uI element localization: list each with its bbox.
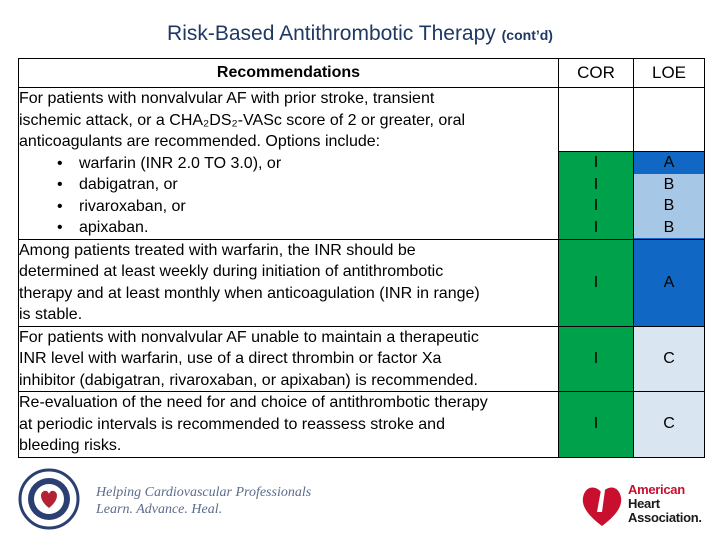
cor-cell: I <box>559 326 634 392</box>
text-line: therapy and at least monthly when anticoagulation (INR in range) <box>19 284 480 302</box>
text-line: ischemic attack, or a CHA₂DS₂-VASc score of 2 or greater, oral <box>19 111 466 129</box>
loe-cell: C <box>634 326 705 392</box>
bullet-item: • dabigatran, or <box>19 174 558 196</box>
american-college-of-cardiology-seal-icon <box>18 468 80 530</box>
aha-line-1: American <box>628 482 685 497</box>
aha-line-2: Heart <box>628 496 660 511</box>
header-loe: LOE <box>634 59 705 88</box>
cor-cell-empty <box>559 88 634 152</box>
loe-cell: C <box>634 392 705 458</box>
text-line: anticoagulants are recommended. Options include: <box>19 133 381 150</box>
text-line: is stable. <box>19 306 83 323</box>
cor-value: I <box>593 154 599 172</box>
recommendation-text <box>19 392 559 458</box>
header-recommendations: Recommendations <box>19 59 559 88</box>
heart-and-torch-icon <box>580 472 624 528</box>
text-line: bleeding risks. <box>19 437 122 454</box>
recommendation-text <box>19 88 559 240</box>
title-text: Risk-Based Antithrombotic Therapy <box>167 22 496 45</box>
aha-line-3: Association. <box>628 510 702 525</box>
loe-cell <box>634 152 705 240</box>
text-line: For patients with nonvalvular AF with prior stroke, transient <box>19 90 435 107</box>
table-row <box>19 392 705 458</box>
text-line: determined at least weekly during initiation of antithrombotic <box>19 263 444 280</box>
bullet-item: • rivaroxaban, or <box>19 196 558 218</box>
loe-value: B <box>634 174 704 196</box>
recommendation-text <box>19 326 559 392</box>
acc-tagline <box>96 484 311 518</box>
cor-cell: I <box>559 239 634 326</box>
acc-line-2: Learn. Advance. Heal. <box>96 502 223 517</box>
loe-cell: A <box>634 239 705 326</box>
title-subtitle: (cont’d) <box>501 27 553 43</box>
table-row <box>19 326 705 392</box>
cor-value: I <box>593 218 599 236</box>
text-line: at periodic intervals is recommended to reassess stroke and <box>19 415 445 433</box>
cor-cell <box>559 152 634 240</box>
text-line: inhibitor (dabigatran, rivaroxaban, or apixaban) is recommended. <box>19 371 478 389</box>
bullet-item: • warfarin (INR 2.0 TO 3.0), or <box>19 153 558 175</box>
table-header-row <box>19 59 705 88</box>
loe-cell-empty <box>634 88 705 152</box>
cor-value: I <box>593 175 599 193</box>
cor-cell: I <box>559 392 634 458</box>
loe-value: B <box>634 217 704 239</box>
text-line: Re-evaluation of the need for and choice of antithrombotic therapy <box>19 394 488 411</box>
cor-value: I <box>593 197 599 215</box>
loe-value: A <box>634 152 704 174</box>
header-cor: COR <box>559 59 634 88</box>
bullet-item: • apixaban. <box>19 217 558 239</box>
aha-wordmark <box>628 483 702 525</box>
text-line: INR level with warfarin, use of a direct thrombin or factor Xa <box>19 350 442 367</box>
text-line: For patients with nonvalvular AF unable to maintain a therapeutic <box>19 328 479 346</box>
table-row <box>19 88 705 152</box>
recommendations-table <box>18 58 705 458</box>
acc-line-1: Helping Cardiovascular Professionals <box>96 485 312 500</box>
recommendation-text <box>19 239 559 326</box>
slide-title <box>0 22 720 46</box>
loe-value: B <box>634 195 704 217</box>
table-row <box>19 239 705 326</box>
text-line: Among patients treated with warfarin, the INR should be <box>19 241 416 259</box>
